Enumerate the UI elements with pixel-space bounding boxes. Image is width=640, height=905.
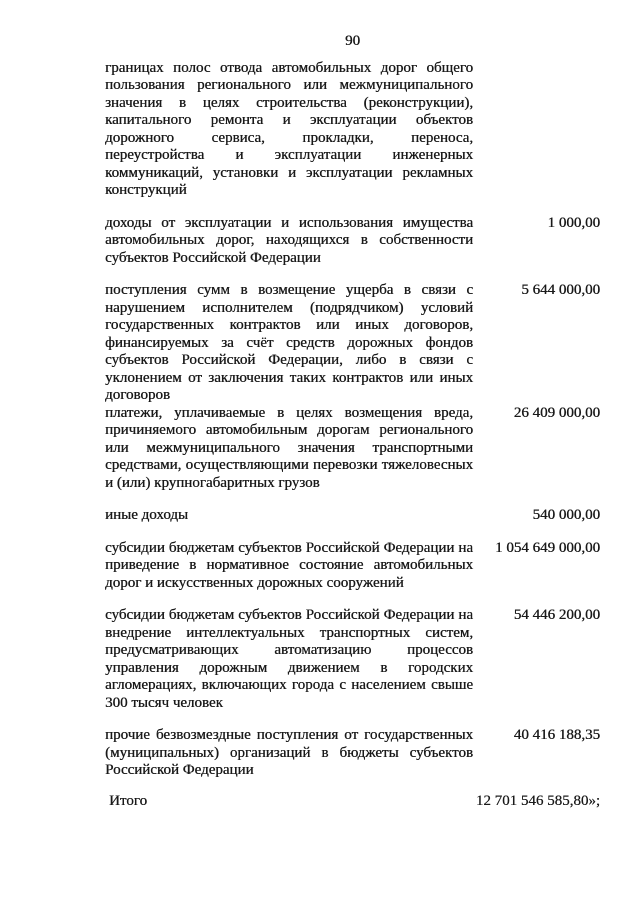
table-row	[105, 60, 600, 200]
row-amount: 54 446 200,00	[513, 607, 600, 623]
row-amount: 1 054 649 000,00	[495, 539, 600, 556]
page-number: 90	[345, 33, 360, 49]
table-row	[105, 215, 600, 268]
total-label: Итого	[109, 792, 147, 809]
row-amount: 40 416 188,35	[513, 727, 600, 743]
table-row	[105, 282, 600, 405]
row-description: границах полос отвода автомобильных дорог общего пользования регионального или межмуниципального значения в целях строительства (реконструкции), капитального ремонта и эксплуатации объектов дорожного сервиса, прокладки, переноса, переустройства и эксплуатации инженерных коммуникаций, установки и эксплуатации рекламных конструкций	[105, 59, 473, 198]
row-amount: 1 000,00	[547, 214, 600, 231]
row-description: субсидии бюджетам субъектов Российской Федерации на приведение в нормативное состояние автомобильных дорог и искусственных дорожных сооружений	[105, 539, 473, 591]
total-amount: 12 701 546 585,80»;	[475, 792, 600, 809]
row-description: доходы от эксплуатации и использования имущества автомобильных дорог, находящихся в собственности субъектов Российской Федерации	[105, 214, 473, 266]
table-row	[105, 727, 600, 780]
row-description: прочие безвозмездные поступления от государственных (муниципальных) организаций в бюджеты субъектов Российской Федерации	[105, 727, 473, 778]
row-amount: 5 644 000,00	[521, 282, 600, 298]
table-row	[105, 540, 600, 593]
row-amount: 540 000,00	[532, 507, 600, 523]
row-description: платежи, уплачиваемые в целях возмещения вреда, причиняемого автомобильным дорогам регионального или межмуниципального значения транспортными средствами, осуществляющими перевозки тяжеловесных и (или) крупногабаритных грузов	[105, 404, 473, 491]
row-amount: 26 409 000,00	[513, 404, 600, 421]
row-description: иные доходы	[105, 507, 189, 523]
table-row	[105, 507, 600, 525]
table-row	[105, 405, 600, 493]
table-row	[105, 607, 600, 712]
row-description: субсидии бюджетам субъектов Российской Федерации на внедрение интеллектуальных транспортных систем, предусматривающих автоматизацию процессов управления дорожным движением в городских агломерациях, включающих города с населением свыше 300 тысяч человек	[105, 607, 473, 711]
table-row-total	[105, 793, 600, 811]
row-description: поступления сумм в возмещение ущерба в связи с нарушением исполнителем (подрядчиком) условий государственных контрактов или иных договоров, финансируемых за счёт средств дорожных фондов субъектов Российской Федерации, либо в связи с уклонением от заключения таких контрактов или иных договоров	[105, 282, 473, 403]
